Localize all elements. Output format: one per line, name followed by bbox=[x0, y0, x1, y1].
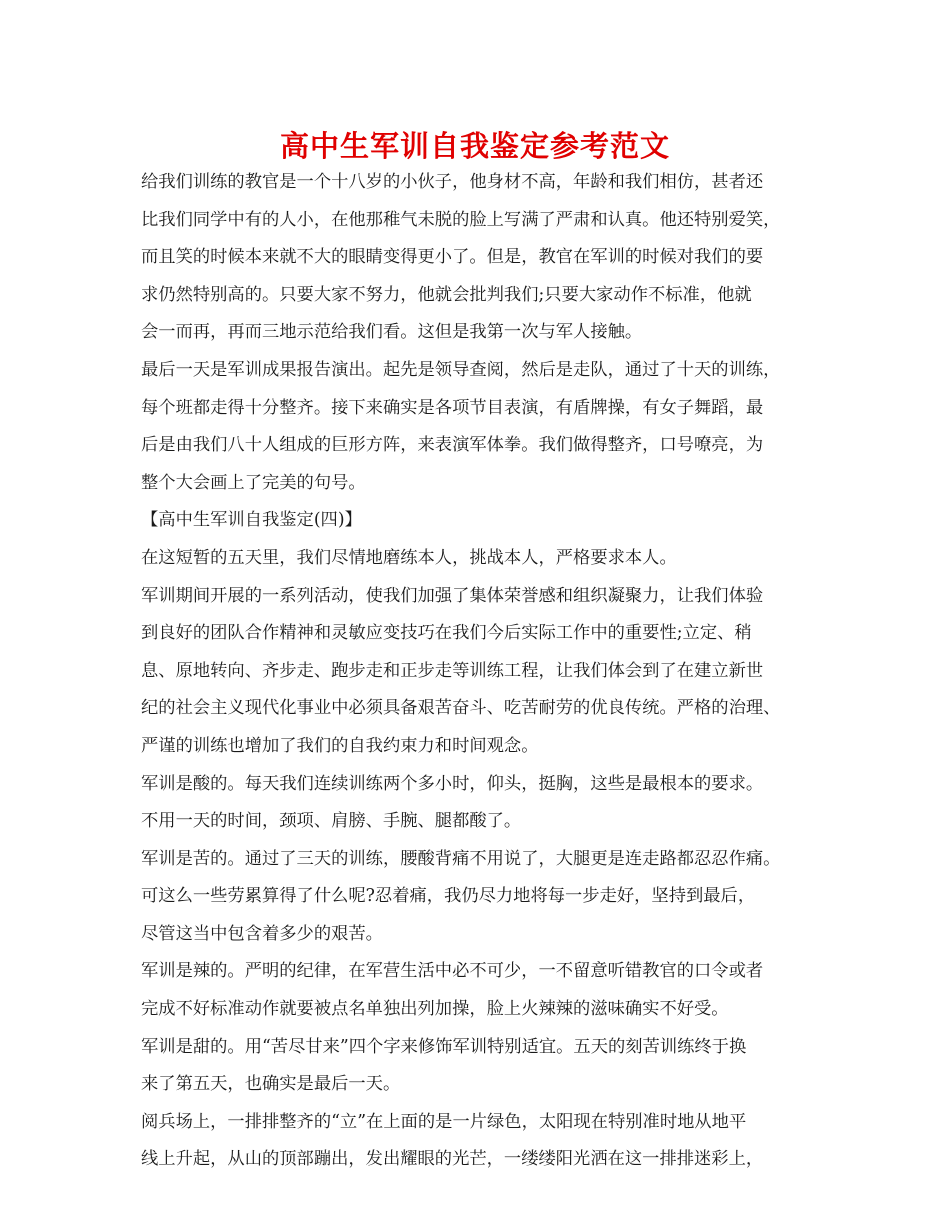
text-line: 而且笑的时候本来就不大的眼睛变得更小了。但是，教官在军训的时候对我们的要 bbox=[141, 247, 764, 268]
text-line: 来了第五天，也确实是最后一天。 bbox=[141, 1074, 401, 1095]
text-line: 会一而再，再而三地示范给我们看。这但是我第一次与军人接触。 bbox=[141, 322, 643, 343]
text-line: 在这短暂的五天里，我们尽情地磨练本人，挑战本人，严格要求本人。 bbox=[141, 547, 677, 568]
text-line: 军训是甜的。用“苦尽甘来”四个字来修饰军训特别适宜。五天的刻苦训练终于换 bbox=[141, 1036, 747, 1057]
text-line: 军训期间开展的一系列活动，使我们加强了集体荣誉感和组织凝聚力，让我们体验 bbox=[141, 585, 764, 606]
text-line: 军训是酸的。每天我们连续训练两个多小时，仰头，挺胸，这些是最根本的要求。 bbox=[141, 773, 764, 794]
text-line: 军训是辣的。严明的纪律，在军营生活中必不可少，一不留意听错教官的口令或者 bbox=[141, 961, 764, 982]
text-line: 息、原地转向、齐步走、跑步走和正步走等训练工程，让我们体会到了在建立新世 bbox=[141, 660, 764, 681]
section-heading: 【高中生军训自我鉴定(四)】 bbox=[141, 510, 362, 531]
text-line: 比我们同学中有的人小，在他那稚气未脱的脸上写满了严肃和认真。他还特别爱笑， bbox=[141, 209, 781, 230]
document-body bbox=[141, 164, 831, 1179]
text-line: 军训是苦的。通过了三天的训练，腰酸背痛不用说了，大腿更是连走路都忍忍作痛。 bbox=[141, 848, 781, 869]
text-line: 每个班都走得十分整齐。接下来确实是各项节目表演，有盾牌操，有女子舞蹈，最 bbox=[141, 397, 764, 418]
text-line: 到良好的团队合作精神和灵敏应变技巧在我们今后实际工作中的重要性;立定、稍 bbox=[141, 623, 752, 644]
text-line: 线上升起，从山的顶部蹦出，发出耀眼的光芒，一缕缕阳光洒在这一排排迷彩上， bbox=[141, 1149, 764, 1170]
text-line: 求仍然特别高的。只要大家不努力，他就会批判我们;只要大家动作不标准，他就 bbox=[141, 284, 752, 305]
text-line: 后是由我们八十人组成的巨形方阵，来表演军体拳。我们做得整齐，口号嘹亮，为 bbox=[141, 435, 764, 456]
document-title: 高中生军训自我鉴定参考范文 bbox=[279, 129, 670, 163]
text-line: 给我们训练的教官是一个十八岁的小伙子，他身材不高，年龄和我们相仿，甚者还 bbox=[141, 172, 764, 192]
text-line: 可这么一些劳累算得了什么呢?忍着痛，我仍尽力地将每一步走好，坚持到最后， bbox=[141, 886, 756, 907]
text-line: 完成不好标准动作就要被点名单独出列加操，脸上火辣辣的滋味确实不好受。 bbox=[141, 999, 729, 1020]
text-line: 尽管这当中包含着多少的艰苦。 bbox=[141, 923, 383, 944]
text-line: 阅兵场上，一排排整齐的“立”在上面的是一片绿色，太阳现在特别准时地从地平 bbox=[141, 1111, 747, 1132]
text-line: 最后一天是军训成果报告演出。起先是领导查阅，然后是走队，通过了十天的训练， bbox=[141, 359, 781, 380]
text-line: 整个大会画上了完美的句号。 bbox=[141, 472, 366, 493]
text-line: 严谨的训练也增加了我们的自我约束力和时间观念。 bbox=[141, 735, 539, 756]
text-line: 纪的社会主义现代化事业中必须具备艰苦奋斗、吃苦耐劳的优良传统。严格的治理、 bbox=[141, 698, 781, 719]
text-line: 不用一天的时间，颈项、肩膀、手腕、腿都酸了。 bbox=[141, 811, 522, 832]
